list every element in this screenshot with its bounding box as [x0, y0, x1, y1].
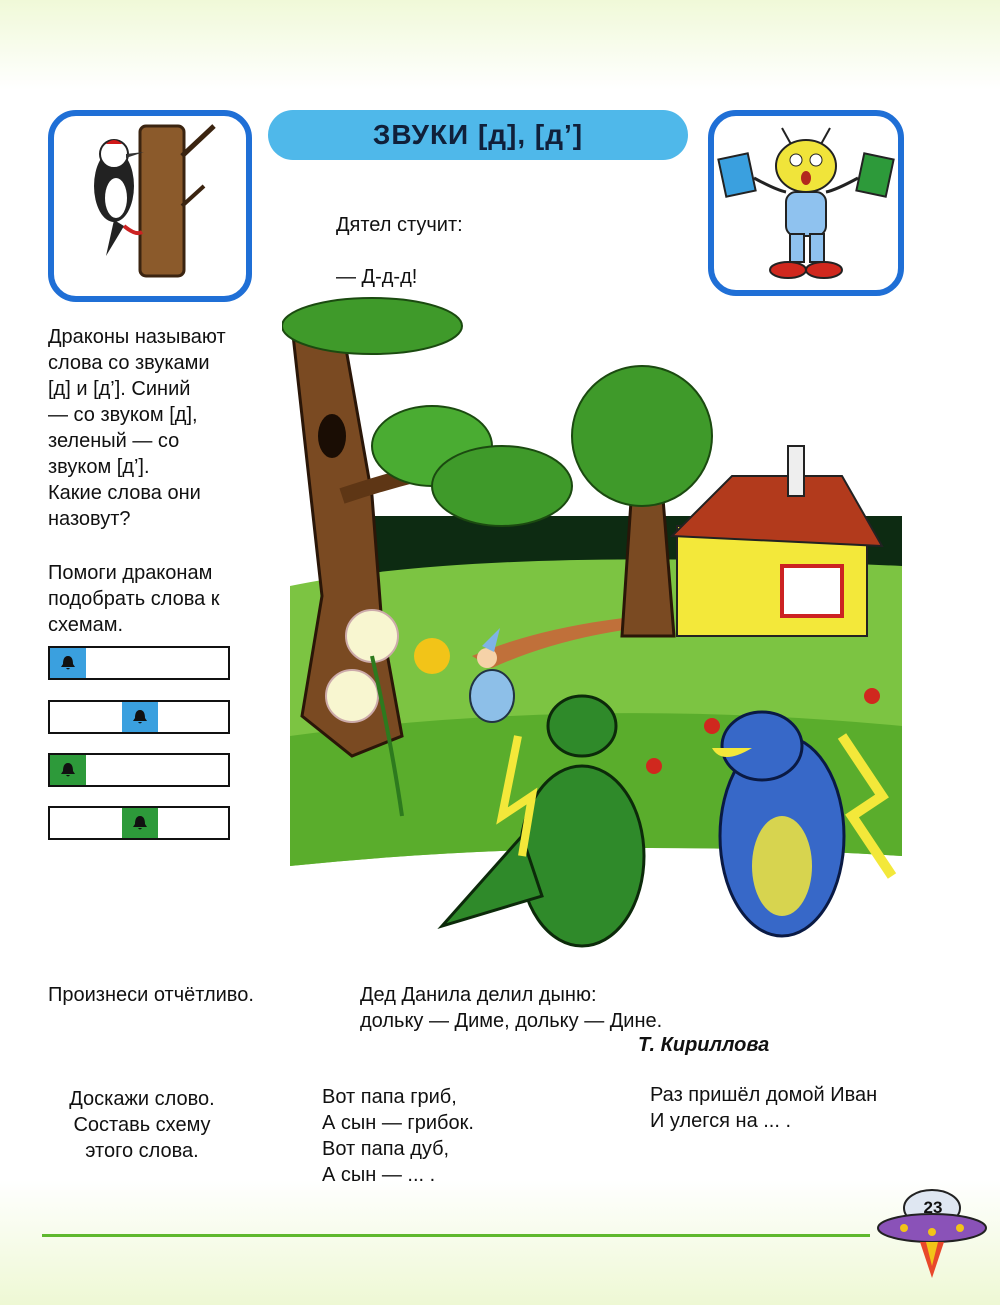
- tongue-twister-line-2: дольку — Диме, дольку — Дине.: [360, 1010, 663, 1032]
- page-title-text: ЗВУКИ [д], [д’]: [372, 119, 584, 150]
- footer-divider: [42, 1234, 870, 1237]
- tongue-twister-author: Т. Кириллова: [638, 1034, 770, 1056]
- woodpecker-card: [48, 110, 252, 302]
- sound-cell: [50, 755, 86, 785]
- word-scheme-4[interactable]: [48, 806, 230, 840]
- alien-icon: [714, 116, 898, 290]
- task-schemes-text: Помоги драконам подобрать слова к схемам.: [48, 562, 220, 636]
- finish-word-poem-1: Вот папа гриб, А сын — грибок. Вот папа дуб, А сын — ... .: [322, 1086, 474, 1186]
- bell-icon: [132, 709, 148, 725]
- dragons-illustration: [282, 296, 910, 948]
- sound-cell: [122, 808, 158, 838]
- finish-word-poem-2: Раз пришёл домой Иван И улегся на ... .: [650, 1084, 878, 1132]
- woodpecker-icon: [54, 116, 246, 296]
- page-title: [268, 110, 688, 160]
- task-dragons-text: Драконы называют слова со звуками [д] и [д’]. Синий — со звуком [д], зеленый — со звуком [д’]. Какие слова они назовут?: [48, 326, 226, 530]
- page-number: 23: [923, 1198, 943, 1217]
- alien-card: [708, 110, 904, 296]
- intro-line-2: — Д-д-д!: [336, 266, 418, 288]
- tongue-twister-instruction: Произнеси отчётливо.: [48, 984, 254, 1006]
- bell-icon: [132, 815, 148, 831]
- intro-line-1: Дятел стучит:: [336, 214, 463, 236]
- word-scheme-1[interactable]: [48, 646, 230, 680]
- word-scheme-3[interactable]: [48, 753, 230, 787]
- sound-cell: [50, 648, 86, 678]
- bell-icon: [60, 655, 76, 671]
- bell-icon: [60, 762, 76, 778]
- word-scheme-2[interactable]: [48, 700, 230, 734]
- finish-word-instruction: Доскажи слово. Составь схему этого слова.: [69, 1088, 215, 1162]
- tongue-twister-line-1: Дед Данила делил дыню:: [360, 984, 597, 1006]
- sound-cell: [122, 702, 158, 732]
